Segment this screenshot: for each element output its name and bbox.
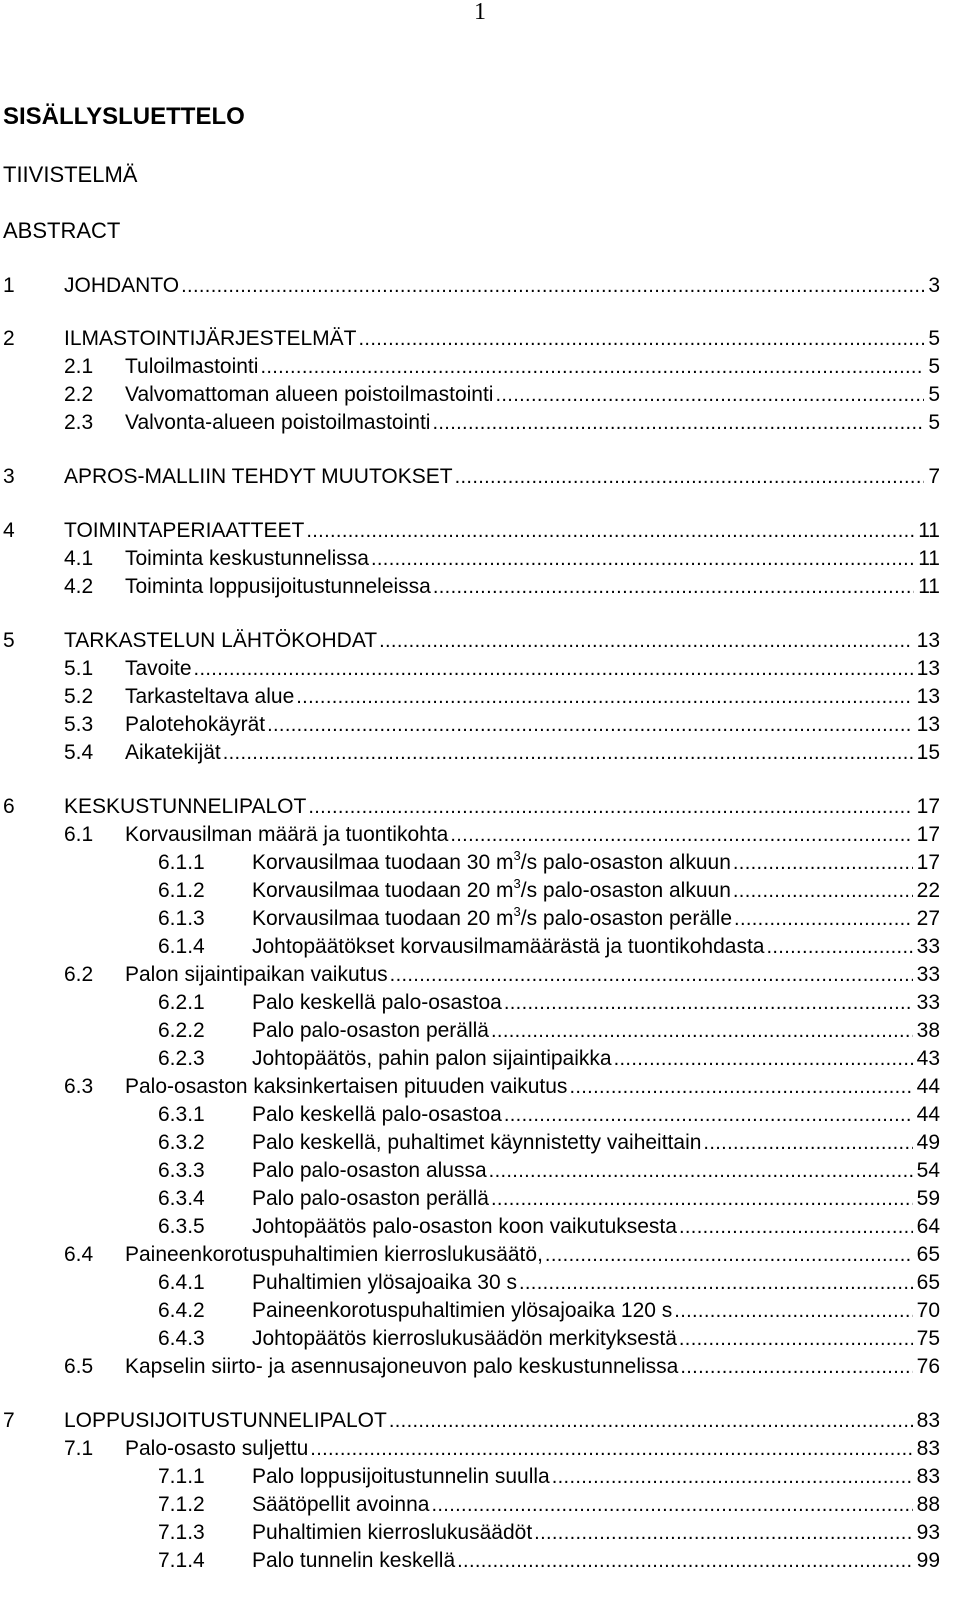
toc-entry-number: 5.4 — [64, 741, 94, 764]
toc-entry[interactable] — [3, 1241, 940, 1269]
toc-entry-page: 13 — [916, 657, 940, 680]
dot-leader — [733, 877, 913, 905]
toc-entry-page: 83 — [916, 1465, 940, 1488]
toc-entry-title: Tuloilmastointi — [125, 355, 259, 378]
toc-entry-page: 5 — [928, 355, 940, 378]
superscript: 3 — [513, 904, 521, 919]
toc-entry-title: Johtopäätökset korvausilmamäärästä ja tuontikohdasta — [252, 935, 765, 958]
dot-leader — [674, 1297, 912, 1325]
toc-entry-number: 4.1 — [64, 547, 94, 570]
toc-entry[interactable] — [3, 793, 940, 821]
toc-entry-title: ILMASTOINTIJÄRJESTELMÄT — [64, 327, 357, 350]
toc-entry-page: 43 — [916, 1047, 940, 1070]
toc-entry-page: 44 — [916, 1103, 940, 1126]
toc-entry-title: Palo tunnelin keskellä — [252, 1549, 456, 1572]
dot-leader — [734, 905, 913, 933]
toc-entry[interactable] — [3, 849, 940, 877]
toc-entry-title: Johtopäätös kierroslukusäädön merkityksestä — [252, 1327, 677, 1350]
dot-leader — [433, 573, 914, 601]
toc-entry-number: 6.3.5 — [158, 1215, 205, 1238]
dot-leader — [519, 1269, 913, 1297]
dot-leader — [450, 821, 912, 849]
dot-leader — [260, 353, 924, 381]
toc-entry-page: 49 — [916, 1131, 940, 1154]
page-number: 1 — [474, 0, 486, 25]
toc-entry-number: 6.2.2 — [158, 1019, 205, 1042]
toc-entry[interactable] — [3, 1547, 940, 1575]
toc-entry[interactable] — [3, 739, 940, 767]
dot-leader — [552, 1463, 913, 1491]
toc-entry[interactable] — [3, 1213, 940, 1241]
toc-entry[interactable] — [3, 905, 940, 933]
toc-entry[interactable] — [3, 683, 940, 711]
toc-entry[interactable] — [3, 1519, 940, 1547]
toc-entry[interactable] — [3, 1463, 940, 1491]
toc-entry[interactable] — [3, 353, 940, 381]
toc-entry-page: 5 — [928, 411, 940, 434]
toc-entry[interactable] — [3, 409, 940, 437]
toc-entry-page: 88 — [916, 1493, 940, 1516]
toc-entry-page: 65 — [916, 1243, 940, 1266]
toc-entry-page: 59 — [916, 1187, 940, 1210]
toc-entry-title: Korvausilmaa tuodaan 30 $m^3/s$ palo-osaston alkuun — [252, 848, 731, 874]
toc-entry[interactable] — [3, 1101, 940, 1129]
toc-entry-page: 15 — [916, 741, 940, 764]
toc-entry[interactable] — [3, 1325, 940, 1353]
toc-entry-number: 6.3.1 — [158, 1103, 205, 1126]
dot-leader — [432, 409, 924, 437]
toc-entry[interactable] — [3, 1157, 940, 1185]
toc-entry-title: Palo keskellä palo-osastoa — [252, 991, 502, 1014]
toc-entry-title: Tavoite — [125, 657, 192, 680]
toc-entry-number: 6.5 — [64, 1355, 94, 1378]
toc-entry-title: Kapselin siirto- ja asennusajoneuvon palo keskustunnelissa — [125, 1355, 679, 1378]
toc-entry-page: 76 — [916, 1355, 940, 1378]
toc-entry-number: 2.3 — [64, 411, 94, 434]
dot-leader — [371, 545, 914, 573]
toc-entry[interactable] — [3, 325, 940, 353]
dot-leader — [545, 1241, 913, 1269]
toc-entry-title: Korvausilman määrä ja tuontikohta — [125, 823, 449, 846]
dot-leader — [679, 1325, 913, 1353]
toc-entry-page: 13 — [916, 685, 940, 708]
toc-entry-page: 22 — [916, 879, 940, 902]
dot-leader — [679, 1213, 913, 1241]
toc-entry[interactable] — [3, 961, 940, 989]
toc-entry-page: 33 — [916, 935, 940, 958]
toc-entry-title: LOPPUSIJOITUSTUNNELIPALOT — [64, 1409, 387, 1432]
dot-leader — [733, 849, 913, 877]
toc-entry-title: Johtopäätös palo-osaston koon vaikutuksesta — [252, 1215, 677, 1238]
toc-entry[interactable] — [3, 1353, 940, 1381]
toc-entry-number: 7.1.4 — [158, 1549, 205, 1572]
toc-entry-title: Tarkasteltava alue — [125, 685, 295, 708]
toc-entry-page: 17 — [916, 795, 940, 818]
toc-entry[interactable] — [3, 1269, 940, 1297]
toc-entry-number: 7.1.3 — [158, 1521, 205, 1544]
dot-leader — [491, 1017, 913, 1045]
toc-entry-title: Aikatekijät — [125, 741, 221, 764]
front-matter-abstract: ABSTRACT — [3, 218, 121, 243]
dot-leader — [495, 381, 924, 409]
toc-entry-title: Korvausilmaa tuodaan 20 $m^3/s$ palo-osaston alkuun — [252, 876, 731, 902]
toc-entry-number: 6.3.4 — [158, 1187, 205, 1210]
toc-entry[interactable] — [3, 821, 940, 849]
toc-entry-title: Palo keskellä palo-osastoa — [252, 1103, 502, 1126]
toc-entry-number: 6.1 — [64, 823, 94, 846]
toc-entry-title: Säätöpellit avoinna — [252, 1493, 430, 1516]
toc-entry-title: Johtopäätös, pahin palon sijaintipaikka — [252, 1047, 612, 1070]
toc-entry-title: Paineenkorotuspuhaltimien ylösajoaika 120 s — [252, 1299, 673, 1322]
superscript: 3 — [513, 876, 521, 891]
toc-entry-page: 7 — [928, 465, 940, 488]
dot-leader — [181, 272, 924, 300]
dot-leader — [431, 1491, 912, 1519]
toc-entry-page: 17 — [916, 823, 940, 846]
toc-entry-number: 7.1.2 — [158, 1493, 205, 1516]
toc-entry-page: 3 — [928, 274, 940, 297]
dot-leader — [379, 627, 913, 655]
toc-entry[interactable] — [3, 545, 940, 573]
toc-entry-number: 6.4 — [64, 1243, 94, 1266]
toc-entry-page: 64 — [916, 1215, 940, 1238]
toc-entry-title: APROS-MALLIIN TEHDYT MUUTOKSET — [64, 465, 453, 488]
toc-entry-page: 13 — [916, 713, 940, 736]
toc-entry[interactable] — [3, 933, 940, 961]
dot-leader — [614, 1045, 913, 1073]
toc-entry-number: 6.3.3 — [158, 1159, 205, 1182]
toc-entry[interactable] — [3, 573, 940, 601]
dot-leader — [389, 1407, 913, 1435]
toc-entry[interactable] — [3, 381, 940, 409]
toc-entry-page: 33 — [916, 963, 940, 986]
toc-entry-number: 5.3 — [64, 713, 94, 736]
toc-entry-number: 6.4.3 — [158, 1327, 205, 1350]
dot-leader — [296, 683, 912, 711]
toc-entry[interactable] — [3, 711, 940, 739]
toc-entry[interactable] — [3, 1045, 940, 1073]
toc-entry-number: 6.1.4 — [158, 935, 205, 958]
toc-entry-page: 27 — [916, 907, 940, 930]
toc-entry[interactable] — [3, 1435, 940, 1463]
dot-leader — [489, 1157, 913, 1185]
toc-entry-title: Puhaltimien ylösajoaika 30 s — [252, 1271, 517, 1294]
toc-entry-number: 6.1.3 — [158, 907, 205, 930]
toc-entry-page: 75 — [916, 1327, 940, 1350]
toc-entry-page: 99 — [916, 1549, 940, 1572]
toc-entry-title: Palo-osasto suljettu — [125, 1437, 309, 1460]
dot-leader — [703, 1129, 912, 1157]
toc-entry-title: TARKASTELUN LÄHTÖKOHDAT — [64, 629, 378, 652]
dot-leader — [223, 739, 913, 767]
toc-entry-title: Palo palo-osaston perällä — [252, 1019, 489, 1042]
toc-entry-page: 44 — [916, 1075, 940, 1098]
dot-leader — [306, 517, 914, 545]
toc-entry-title: Palo loppusijoitustunnelin suulla — [252, 1465, 550, 1488]
toc-entry-page: 17 — [916, 851, 940, 874]
toc-entry-number: 2.1 — [64, 355, 94, 378]
dot-leader — [457, 1547, 913, 1575]
toc-entry-number: 4.2 — [64, 575, 94, 598]
toc-entry-number: 5.2 — [64, 685, 94, 708]
toc-entry[interactable] — [3, 463, 940, 491]
toc-entry[interactable] — [3, 1129, 940, 1157]
toc-entry-number: 7.1 — [64, 1437, 94, 1460]
toc-entry-number: 5.1 — [64, 657, 94, 680]
toc-entry-title: Valvomattoman alueen poistoilmastointi — [125, 383, 494, 406]
toc-entry-number: 6 — [3, 795, 15, 818]
toc-entry-page: 13 — [916, 629, 940, 652]
toc-entry-title: Palotehokäyrät — [125, 713, 266, 736]
toc-entry-number: 4 — [3, 519, 15, 542]
toc-entry-title: Palon sijaintipaikan vaikutus — [125, 963, 388, 986]
toc-entry-page: 5 — [928, 327, 940, 350]
dot-leader — [359, 325, 925, 353]
toc-entry-title: KESKUSTUNNELIPALOT — [64, 795, 307, 818]
dot-leader — [455, 463, 925, 491]
toc-entry-number: 6.1.2 — [158, 879, 205, 902]
toc-entry-title: Palo keskellä, puhaltimet käynnistetty vaiheittain — [252, 1131, 702, 1154]
toc-entry-title: Toiminta keskustunnelissa — [125, 547, 369, 570]
page-title: SISÄLLYSLUETTELO — [3, 103, 245, 130]
toc-entry-number: 1 — [3, 274, 15, 297]
toc-entry-number: 6.2.1 — [158, 991, 205, 1014]
toc-entry-title: Palo palo-osaston perällä — [252, 1187, 489, 1210]
toc-entry-number: 6.4.2 — [158, 1299, 205, 1322]
dot-leader — [194, 655, 913, 683]
toc-entry-title: Korvausilmaa tuodaan 20 $m^3/s$ palo-osaston perälle — [252, 904, 733, 930]
toc-entry-title: Palo palo-osaston alussa — [252, 1159, 487, 1182]
dot-leader — [504, 1101, 913, 1129]
dot-leader — [267, 711, 913, 739]
toc-entry-number: 6.3.2 — [158, 1131, 205, 1154]
toc-entry-number: 3 — [3, 465, 15, 488]
toc-entry-number: 7.1.1 — [158, 1465, 205, 1488]
toc-entry-page: 65 — [916, 1271, 940, 1294]
toc-entry-page: 70 — [916, 1299, 940, 1322]
toc-entry-title: Valvonta-alueen poistoilmastointi — [125, 411, 431, 434]
dot-leader — [491, 1185, 913, 1213]
toc-entry[interactable] — [3, 655, 940, 683]
dot-leader — [680, 1353, 912, 1381]
toc-entry-number: 6.3 — [64, 1075, 94, 1098]
toc-entry-title: JOHDANTO — [64, 274, 180, 297]
dot-leader — [766, 933, 912, 961]
toc-entry[interactable] — [3, 1407, 940, 1435]
toc-entry-page: 33 — [916, 991, 940, 1014]
toc-entry-page: 5 — [928, 383, 940, 406]
front-matter-tiivistelma: TIIVISTELMÄ — [3, 162, 138, 187]
toc-entry-page: 11 — [918, 575, 940, 598]
dot-leader — [504, 989, 913, 1017]
toc-entry[interactable] — [3, 1073, 940, 1101]
toc-entry-title: Toiminta loppusijoitustunneleissa — [125, 575, 431, 598]
toc-entry-number: 5 — [3, 629, 15, 652]
toc-entry-number: 2 — [3, 327, 15, 350]
dot-leader — [308, 793, 912, 821]
toc-entry-page: 54 — [916, 1159, 940, 1182]
toc-entry-page: 11 — [918, 547, 940, 570]
toc-entry-number: 2.2 — [64, 383, 94, 406]
toc-entry-page: 83 — [916, 1437, 940, 1460]
toc-entry-title: TOIMINTAPERIAATTEET — [64, 519, 305, 542]
toc-entry[interactable] — [3, 1491, 940, 1519]
toc-entry-page: 93 — [916, 1521, 940, 1544]
toc-entry-page: 11 — [918, 519, 940, 542]
toc-entry-number: 6.1.1 — [158, 851, 205, 874]
toc-entry-page: 38 — [916, 1019, 940, 1042]
toc-entry-number: 6.2.3 — [158, 1047, 205, 1070]
toc-entry[interactable] — [3, 517, 940, 545]
toc-entry-title: Paineenkorotuspuhaltimien kierroslukusäätö, — [125, 1243, 543, 1266]
toc-entry-title: Palo-osaston kaksinkertaisen pituuden vaikutus — [125, 1075, 568, 1098]
toc-entry-number: 6.4.1 — [158, 1271, 205, 1294]
toc-entry-number: 6.2 — [64, 963, 94, 986]
toc-entry[interactable] — [3, 1185, 940, 1213]
toc-entry[interactable] — [3, 989, 940, 1017]
toc-entry[interactable] — [3, 877, 940, 905]
superscript: 3 — [513, 848, 521, 863]
dot-leader — [569, 1073, 912, 1101]
toc-entry-title: Puhaltimien kierroslukusäädöt — [252, 1521, 533, 1544]
toc-entry[interactable] — [3, 627, 940, 655]
dot-leader — [534, 1519, 912, 1547]
toc-entry[interactable] — [3, 1017, 940, 1045]
dot-leader — [390, 961, 913, 989]
dot-leader — [310, 1435, 912, 1463]
toc-entry[interactable] — [3, 272, 940, 300]
toc-entry[interactable] — [3, 1297, 940, 1325]
toc-entry-page: 83 — [916, 1409, 940, 1432]
toc-entry-number: 7 — [3, 1409, 15, 1432]
